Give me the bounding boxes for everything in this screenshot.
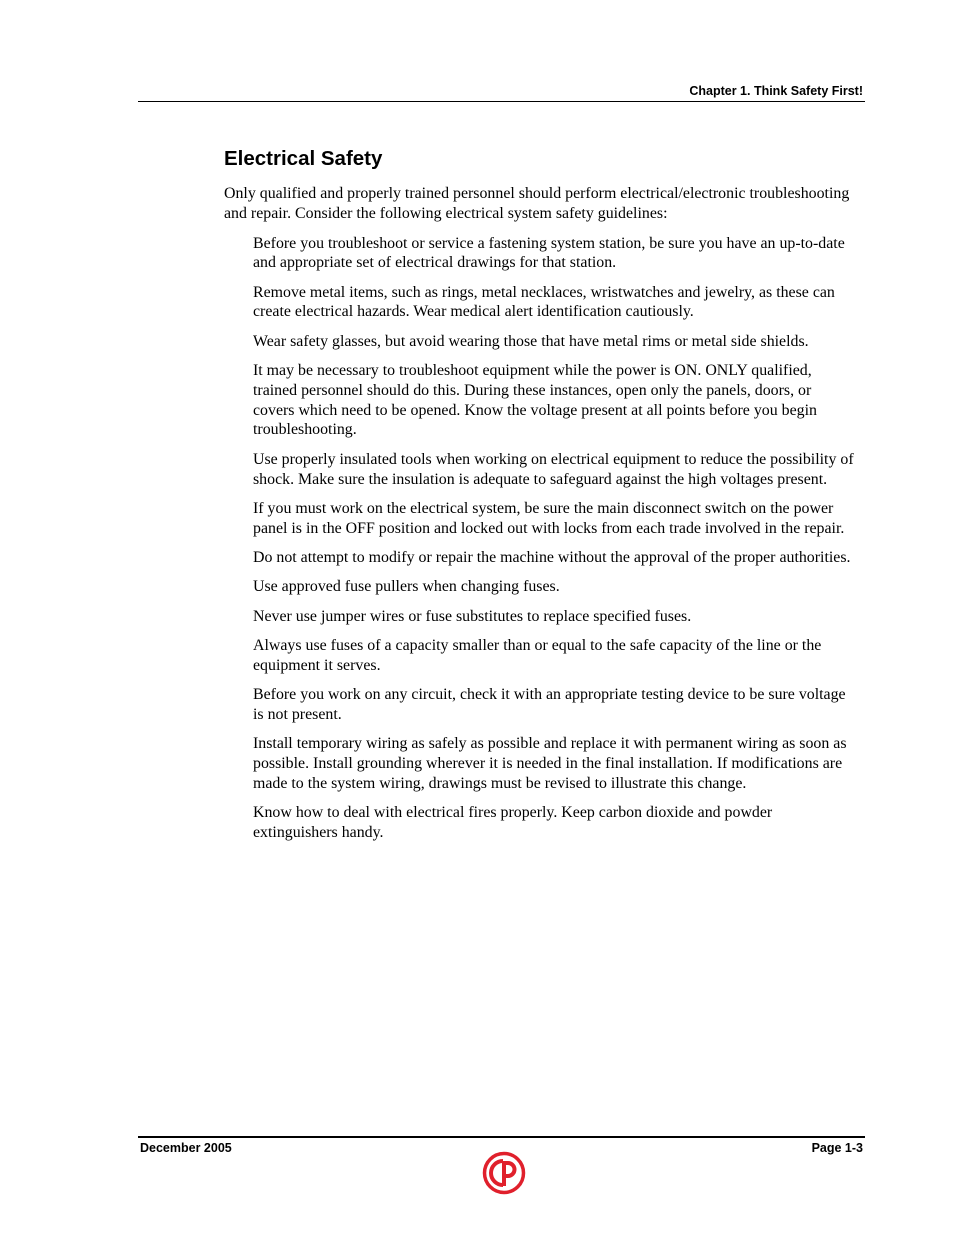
intro-paragraph: Only qualified and properly trained personnel should perform electrical/electronic troubleshooting and repair. Consider the following electrical system safety guidelines: bbox=[224, 185, 850, 222]
guideline-item: Know how to deal with electrical fires properly. Keep carbon dioxide and powder extinguishers handy. bbox=[253, 803, 773, 841]
guideline-item: Never use jumper wires or fuse substitutes to replace specified fuses. bbox=[253, 607, 692, 625]
guideline-item: Remove metal items, such as rings, metal necklaces, wristwatches and jewelry, as these can create electrical hazards. Wear medical alert identification cautiously. bbox=[253, 283, 835, 321]
guideline-item: Do not attempt to modify or repair the machine without the approval of the proper authorities. bbox=[253, 548, 851, 566]
guideline-item: Before you troubleshoot or service a fastening system station, be sure you have an up-to-date and appropriate set of electrical drawings for that station. bbox=[253, 234, 845, 272]
guideline-item: If you must work on the electrical system, be sure the main disconnect switch on the power panel is in the OFF position and locked out with locks from each trade involved in the repair. bbox=[253, 499, 845, 537]
cp-logo-icon bbox=[482, 1151, 526, 1195]
guideline-item: Wear safety glasses, but avoid wearing those that have metal rims or metal side shields. bbox=[253, 332, 809, 350]
guideline-item: Before you work on any circuit, check it with an appropriate testing device to be sure voltage is not present. bbox=[253, 685, 846, 723]
page-number: Page 1-3 bbox=[811, 1141, 863, 1155]
guideline-item: Use approved fuse pullers when changing fuses. bbox=[253, 578, 560, 596]
page-content bbox=[224, 144, 856, 852]
guideline-item: It may be necessary to troubleshoot equipment while the power is ON. ONLY qualified, trained personnel should do this. During these instances, open only the panels, doors, or covers which need to be opened. Know the voltage present at all points before you begin troubleshooting. bbox=[253, 362, 817, 439]
chapter-title: Chapter 1. Think Safety First! bbox=[689, 84, 863, 98]
footer-divider bbox=[138, 1136, 865, 1138]
footer-date: December 2005 bbox=[140, 1141, 232, 1155]
guideline-item: Install temporary wiring as safely as possible and replace it with permanent wiring as soon as possible. Install grounding wherever it is needed in the final installation. If modifications are made to the system wiring, drawings must be revised to illustrate this change. bbox=[253, 735, 847, 792]
header-divider bbox=[138, 101, 865, 102]
guideline-item: Use properly insulated tools when working on electrical equipment to reduce the possibility of shock. Make sure the insulation is adequate to safeguard against the high voltages present. bbox=[253, 450, 854, 488]
guideline-item: Always use fuses of a capacity smaller than or equal to the safe capacity of the line or the equipment it serves. bbox=[253, 636, 822, 674]
section-heading: Electrical Safety bbox=[224, 147, 383, 170]
